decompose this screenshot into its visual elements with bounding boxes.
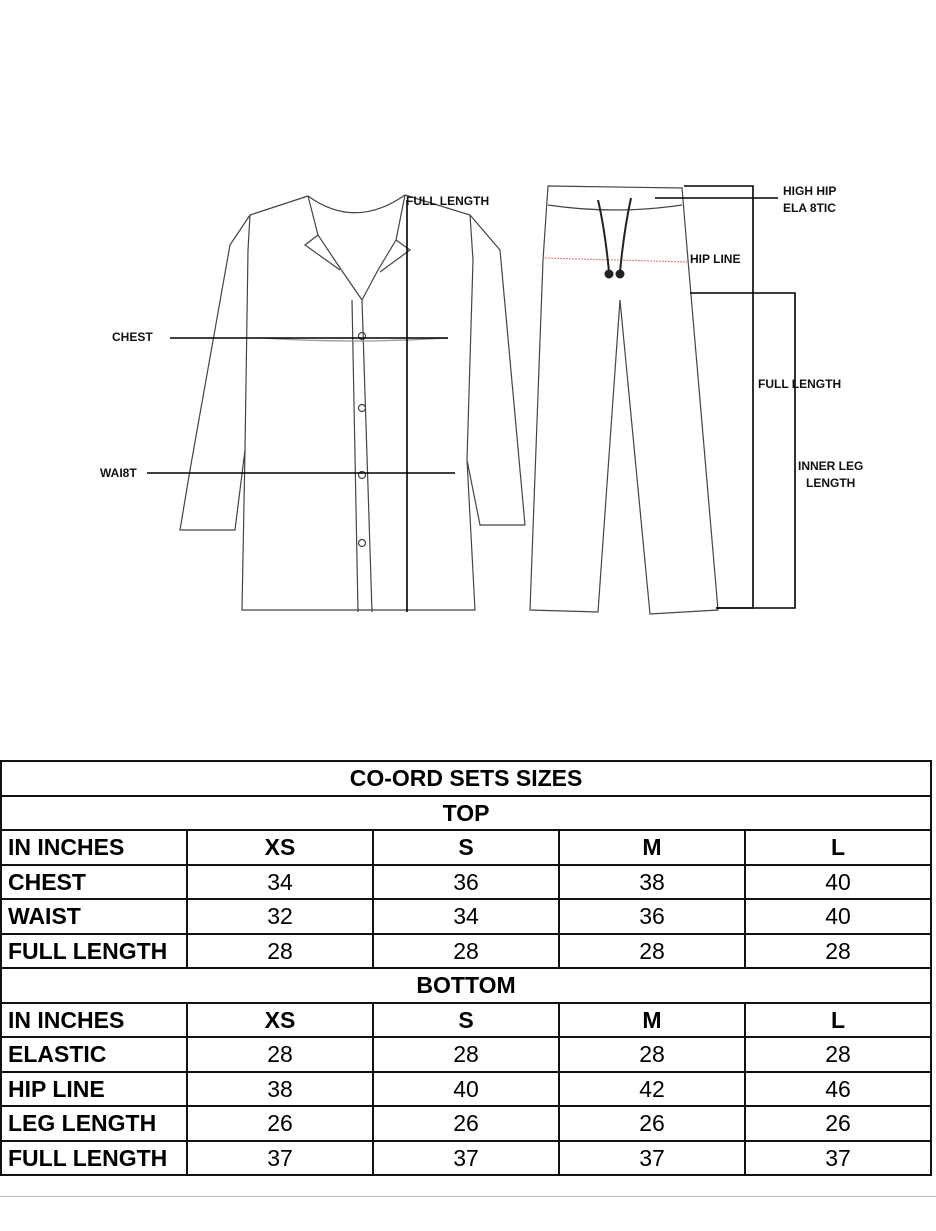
shirt-illustration (180, 195, 525, 612)
column-header: L (745, 1003, 931, 1038)
table-row (1, 865, 931, 900)
table-cell: 28 (373, 934, 559, 969)
table-row (1, 934, 931, 969)
table-row (1, 1141, 931, 1176)
table-cell: 28 (559, 934, 745, 969)
column-header: M (559, 830, 745, 865)
table-cell: 37 (373, 1141, 559, 1176)
table-cell: 28 (373, 1037, 559, 1072)
label-chest: CHEST (112, 330, 153, 344)
label-high-hip-1: HIGH HIP (783, 184, 837, 198)
column-header: S (373, 830, 559, 865)
table-cell: 36 (559, 899, 745, 934)
table-cell: 40 (373, 1072, 559, 1107)
label-inner-leg-2: LENGTH (806, 476, 856, 490)
column-header: S (373, 1003, 559, 1038)
pants-illustration (530, 186, 718, 614)
row-label: FULL LENGTH (1, 934, 187, 969)
table-cell: 38 (559, 865, 745, 900)
table-title-row (1, 761, 931, 796)
column-header: XS (187, 830, 373, 865)
section-heading-top: TOP (1, 796, 931, 831)
table-cell: 38 (187, 1072, 373, 1107)
table-cell: 26 (745, 1106, 931, 1141)
table-title: CO-ORD SETS SIZES (1, 761, 931, 796)
table-cell: 37 (559, 1141, 745, 1176)
header-row (1, 830, 931, 865)
table-row (1, 1072, 931, 1107)
table-cell: 28 (187, 1037, 373, 1072)
table-cell: 28 (187, 934, 373, 969)
table-cell: 37 (745, 1141, 931, 1176)
section-heading-row (1, 796, 931, 831)
label-top-full-length: FULL LENGTH (406, 194, 490, 208)
footer-area (0, 1196, 936, 1231)
table-cell: 34 (187, 865, 373, 900)
size-table (0, 760, 932, 1176)
table-cell: 42 (559, 1072, 745, 1107)
pants-measure-lines (655, 186, 795, 608)
row-label: LEG LENGTH (1, 1106, 187, 1141)
row-label: FULL LENGTH (1, 1141, 187, 1176)
table-cell: 28 (745, 934, 931, 969)
table-cell: 40 (745, 865, 931, 900)
label-waist: WAI8T (100, 466, 137, 480)
header-row (1, 1003, 931, 1038)
row-label: ELASTIC (1, 1037, 187, 1072)
table-cell: 37 (187, 1141, 373, 1176)
table-cell: 32 (187, 899, 373, 934)
row-label: WAIST (1, 899, 187, 934)
table-cell: 34 (373, 899, 559, 934)
label-hip-line: HIP LINE (690, 252, 741, 266)
table-row (1, 1037, 931, 1072)
label-inner-leg-1: INNER LEG (798, 459, 864, 473)
section-heading-row (1, 968, 931, 1003)
row-label: CHEST (1, 865, 187, 900)
table-cell: 28 (559, 1037, 745, 1072)
label-high-hip-2: ELA 8TIC (783, 201, 836, 215)
table-row (1, 1106, 931, 1141)
table-cell: 26 (187, 1106, 373, 1141)
row-label: HIP LINE (1, 1072, 187, 1107)
table-cell: 40 (745, 899, 931, 934)
column-header: XS (187, 1003, 373, 1038)
table-cell: 26 (559, 1106, 745, 1141)
label-pant-full-length: FULL LENGTH (758, 377, 842, 391)
table-row (1, 899, 931, 934)
column-header: IN INCHES (1, 1003, 187, 1038)
table-cell: 28 (745, 1037, 931, 1072)
column-header: IN INCHES (1, 830, 187, 865)
table-cell: 26 (373, 1106, 559, 1141)
column-header: M (559, 1003, 745, 1038)
table-cell: 36 (373, 865, 559, 900)
section-heading-bottom: BOTTOM (1, 968, 931, 1003)
column-header: L (745, 830, 931, 865)
shirt-measure-lines (147, 200, 455, 612)
table-cell: 46 (745, 1072, 931, 1107)
